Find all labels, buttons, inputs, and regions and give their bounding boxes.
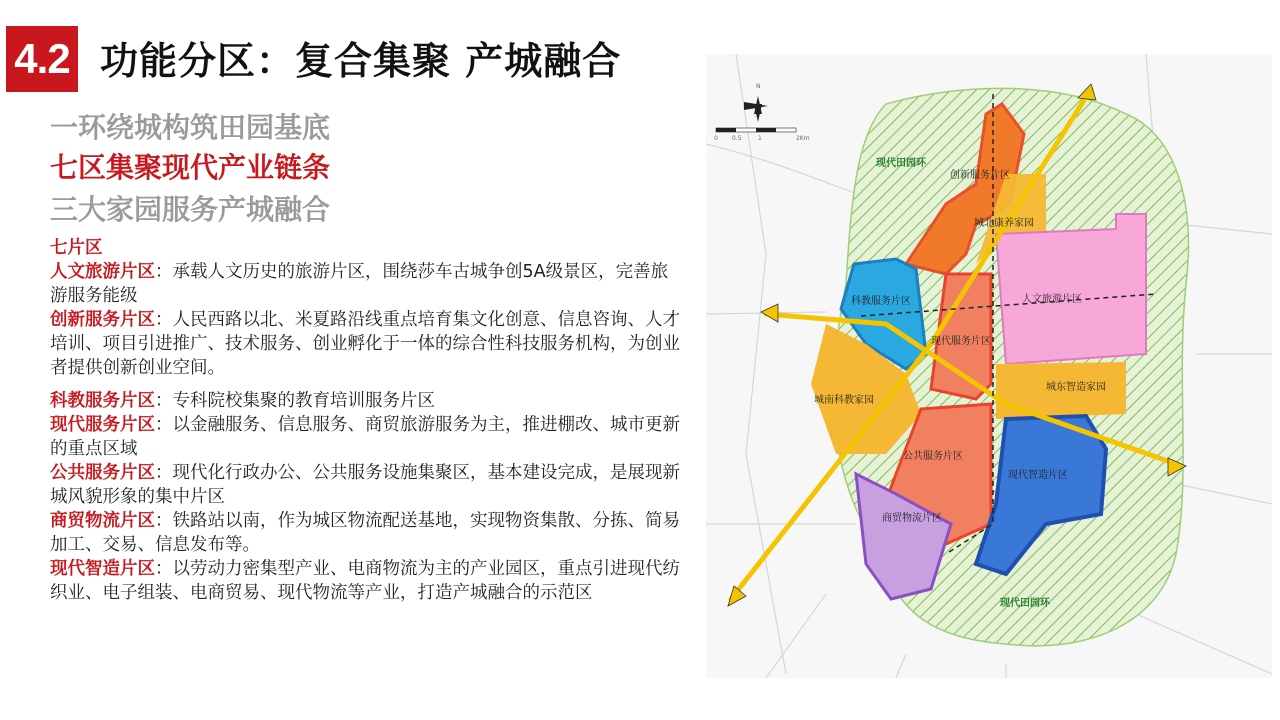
label-south-home: 城南科教家园 [814, 395, 874, 406]
zone-text: ：以金融服务、信息服务、商贸旅游服务为主，推进棚改、城市更新的重点区域 [50, 415, 680, 459]
zone-text: ：专科院校集聚的教育培训服务片区 [155, 391, 435, 411]
zone-text: ：现代化行政办公、公共服务设施集聚区，基本建设完成，是展现新城风貌形象的集中片区 [50, 463, 680, 507]
zone-item-tourism [50, 260, 680, 308]
zone-text: ：以劳动力密集型产业、电商物流为主的产业园区，重点引进现代纺织业、电子组装、电商贸易、现代物流等产业，打造产城融合的示范区 [50, 559, 680, 603]
label-tourism: 人文旅游片区 [1022, 294, 1082, 305]
zone-item-smart-mfg [50, 557, 680, 605]
label-innovation: 创新服务片区 [950, 170, 1010, 181]
label-modern-service: 现代服务片区 [931, 336, 991, 347]
scale-label: 2Km [796, 135, 810, 142]
zone-name: 现代智造片区 [50, 559, 155, 579]
section-number-badge: 4.2 [6, 26, 78, 92]
label-east-home: 城东智造家园 [1046, 382, 1106, 393]
zone-description-list [50, 236, 680, 605]
scale-label: 0.5 [732, 135, 742, 142]
label-logistics: 商贸物流片区 [882, 513, 942, 524]
zone-text: ：人民西路以北、米夏路沿线重点培育集文化创意、信息咨询、人才培训、项目引进推广、技术服务、创业孵化于一体的综合性科技服务机构，为创业者提供创新创业空间。 [50, 310, 680, 378]
zone-name: 科教服务片区 [50, 391, 155, 411]
subtitle-seven-zones: 七区集聚现代产业链条 [50, 151, 331, 184]
zone-item-education [50, 389, 680, 413]
zone-text: ：承载人文历史的旅游片区，围绕莎车古城争创5A级景区，完善旅游服务能级 [50, 262, 669, 306]
label-green-ring-top: 现代田园环 [876, 158, 926, 169]
label-kangyang: 城北康养家园 [974, 218, 1034, 229]
zone-item-public-service [50, 461, 680, 509]
label-education: 科教服务片区 [851, 296, 911, 307]
north-label: N [756, 83, 761, 90]
label-smart-mfg: 现代智造片区 [1008, 470, 1068, 481]
zone-tourism [996, 214, 1146, 364]
zone-name: 商贸物流片区 [50, 511, 155, 531]
zone-text: ：铁路站以南，作为城区物流配送基地，实现物资集散、分拣、简易加工、交易、信息发布等。 [50, 511, 680, 555]
label-public-service: 公共服务片区 [903, 451, 963, 462]
zone-list-heading: 七片区 [50, 238, 103, 258]
zone-name: 公共服务片区 [50, 463, 155, 483]
zone-item-innovation [50, 308, 680, 380]
page-title: 功能分区：复合集聚 产城融合 [100, 39, 622, 83]
zone-name: 人文旅游片区 [50, 262, 155, 282]
scale-label: 0 [714, 135, 718, 142]
label-green-ring-bottom: 现代田园环 [1000, 598, 1050, 609]
zone-name: 创新服务片区 [50, 310, 155, 330]
subtitle-three-homes: 三大家园服务产城融合 [50, 193, 331, 226]
zone-item-logistics [50, 509, 680, 557]
subtitle-ring: 一环绕城构筑田园基底 [50, 111, 331, 144]
zoning-map [706, 54, 1272, 678]
scale-label: 1 [758, 135, 762, 142]
zone-name: 现代服务片区 [50, 415, 155, 435]
zone-item-modern-service [50, 413, 680, 461]
